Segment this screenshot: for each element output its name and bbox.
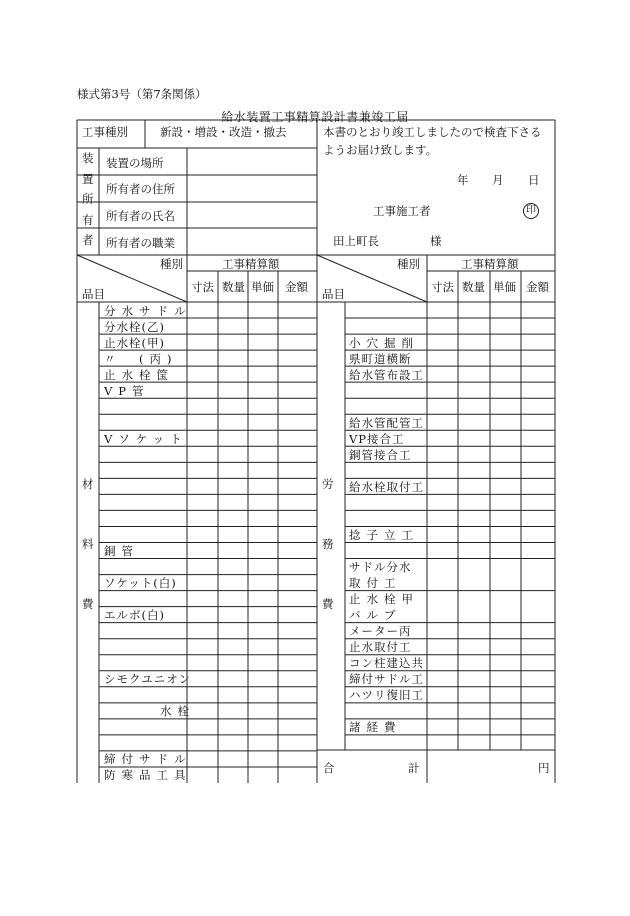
total-label-right: 計 <box>408 761 420 775</box>
size-header-right: 寸法 <box>431 280 454 294</box>
labor-item: 給水管配管工 <box>349 415 424 430</box>
amount-header-left: 金額 <box>285 280 308 294</box>
labor-item: 県町道横断 <box>349 351 412 366</box>
form-number-label: 様式第3号（第7条関係） <box>77 87 207 101</box>
device-owner-row-label: 所有者の住所 <box>106 182 175 196</box>
material-item: 銅管 <box>104 544 139 558</box>
unit-price-header-right: 単価 <box>493 280 516 294</box>
labor-item: 銅管接合工 <box>349 447 412 462</box>
labor-item: メーター丙 <box>349 624 412 639</box>
labor-item: ハツリ復旧工 <box>349 688 424 703</box>
item-label-left: 品目 <box>82 287 105 301</box>
material-item: 防寒品工具 <box>104 768 192 783</box>
labor-item: VP接合工 <box>349 431 405 446</box>
device-owner-row-label: 所有者の職業 <box>106 236 175 250</box>
labor-item: 締付サドル工 <box>349 672 424 687</box>
labor-item: 給水管布設工 <box>349 367 424 382</box>
labor-item: サドル分水 <box>349 560 412 575</box>
material-item: Vソケット <box>104 431 188 446</box>
quantity-header-left: 数量 <box>222 280 245 294</box>
work-kind-label: 工事種別 <box>82 125 128 139</box>
material-item: 分水栓(乙) <box>104 319 165 334</box>
material-item: 分水サドル <box>104 303 192 318</box>
section-vertical-char: 務 <box>322 537 334 551</box>
section-vertical-char: 材 <box>82 477 94 491</box>
document-title: 給水装置工事精算設計書兼竣工届 <box>221 110 409 124</box>
sama-label: 様 <box>430 234 442 248</box>
month-label: 月 <box>492 173 504 187</box>
device-owner-vertical-char: 装 <box>82 151 94 165</box>
day-label: 日 <box>528 173 540 187</box>
material-item: エルボ(白) <box>104 608 165 623</box>
recipient-label: 田上町長 <box>333 234 379 248</box>
amount-header-right: 金額 <box>526 280 549 294</box>
labor-item: 給水栓取付工 <box>349 479 424 494</box>
device-owner-vertical-char: 者 <box>82 233 94 247</box>
unit-price-header-left: 単価 <box>251 280 274 294</box>
item-label-right: 品目 <box>322 287 345 301</box>
contractor-label: 工事施工者 <box>373 204 431 218</box>
device-owner-row-label: 所有者の氏名 <box>106 209 175 223</box>
seal-mark: 印 <box>523 203 539 219</box>
material-item: 水栓 <box>160 704 195 719</box>
size-header-left: 寸法 <box>191 280 214 294</box>
labor-item: 小穴掘削 <box>349 335 419 350</box>
section-vertical-char: 労 <box>322 477 334 491</box>
material-item: 〃 (丙) <box>104 351 178 366</box>
labor-item: コン柱建込共 <box>349 656 424 671</box>
estimate-header-right: 工事精算額 <box>461 257 519 271</box>
report-text-line1: 本書のとおり竣工しましたので検査下さる <box>323 125 542 139</box>
total-unit: 円 <box>538 761 550 775</box>
labor-item: 止水取付工 <box>349 640 412 655</box>
device-owner-row-label: 装置の場所 <box>106 156 164 170</box>
total-label-left: 合 <box>323 761 335 775</box>
material-item: 止水栓(甲) <box>104 335 165 350</box>
section-vertical-char: 費 <box>82 597 94 611</box>
section-vertical-char: 費 <box>322 597 334 611</box>
estimate-header-left: 工事精算額 <box>222 257 280 271</box>
category-label-left: 種別 <box>160 257 183 271</box>
labor-item: 捻子立工 <box>349 527 419 542</box>
year-label: 年 <box>457 173 469 187</box>
labor-item: 取付工 <box>349 576 402 591</box>
material-item: 止水栓筺 <box>104 367 174 382</box>
labor-item: 止水栓甲 <box>349 592 419 607</box>
work-kind-options[interactable]: 新設・増設・改造・撤去 <box>160 125 287 139</box>
labor-item: バルブ <box>349 608 402 623</box>
material-item: VP管 <box>104 383 150 398</box>
device-owner-vertical-char: 有 <box>82 212 94 227</box>
quantity-header-right: 数量 <box>462 280 485 294</box>
labor-item: 諸経費 <box>349 720 402 735</box>
device-owner-vertical-char: 所 <box>82 192 94 206</box>
material-item: シモクユニオン <box>104 672 192 687</box>
material-item: 締付サドル <box>104 752 192 767</box>
report-text-line2: ようお届け致します。 <box>323 143 438 157</box>
material-item: ソケット(白) <box>104 576 177 591</box>
device-owner-vertical-char: 置 <box>82 171 94 186</box>
category-label-right: 種別 <box>397 257 420 271</box>
section-vertical-char: 料 <box>82 537 94 551</box>
